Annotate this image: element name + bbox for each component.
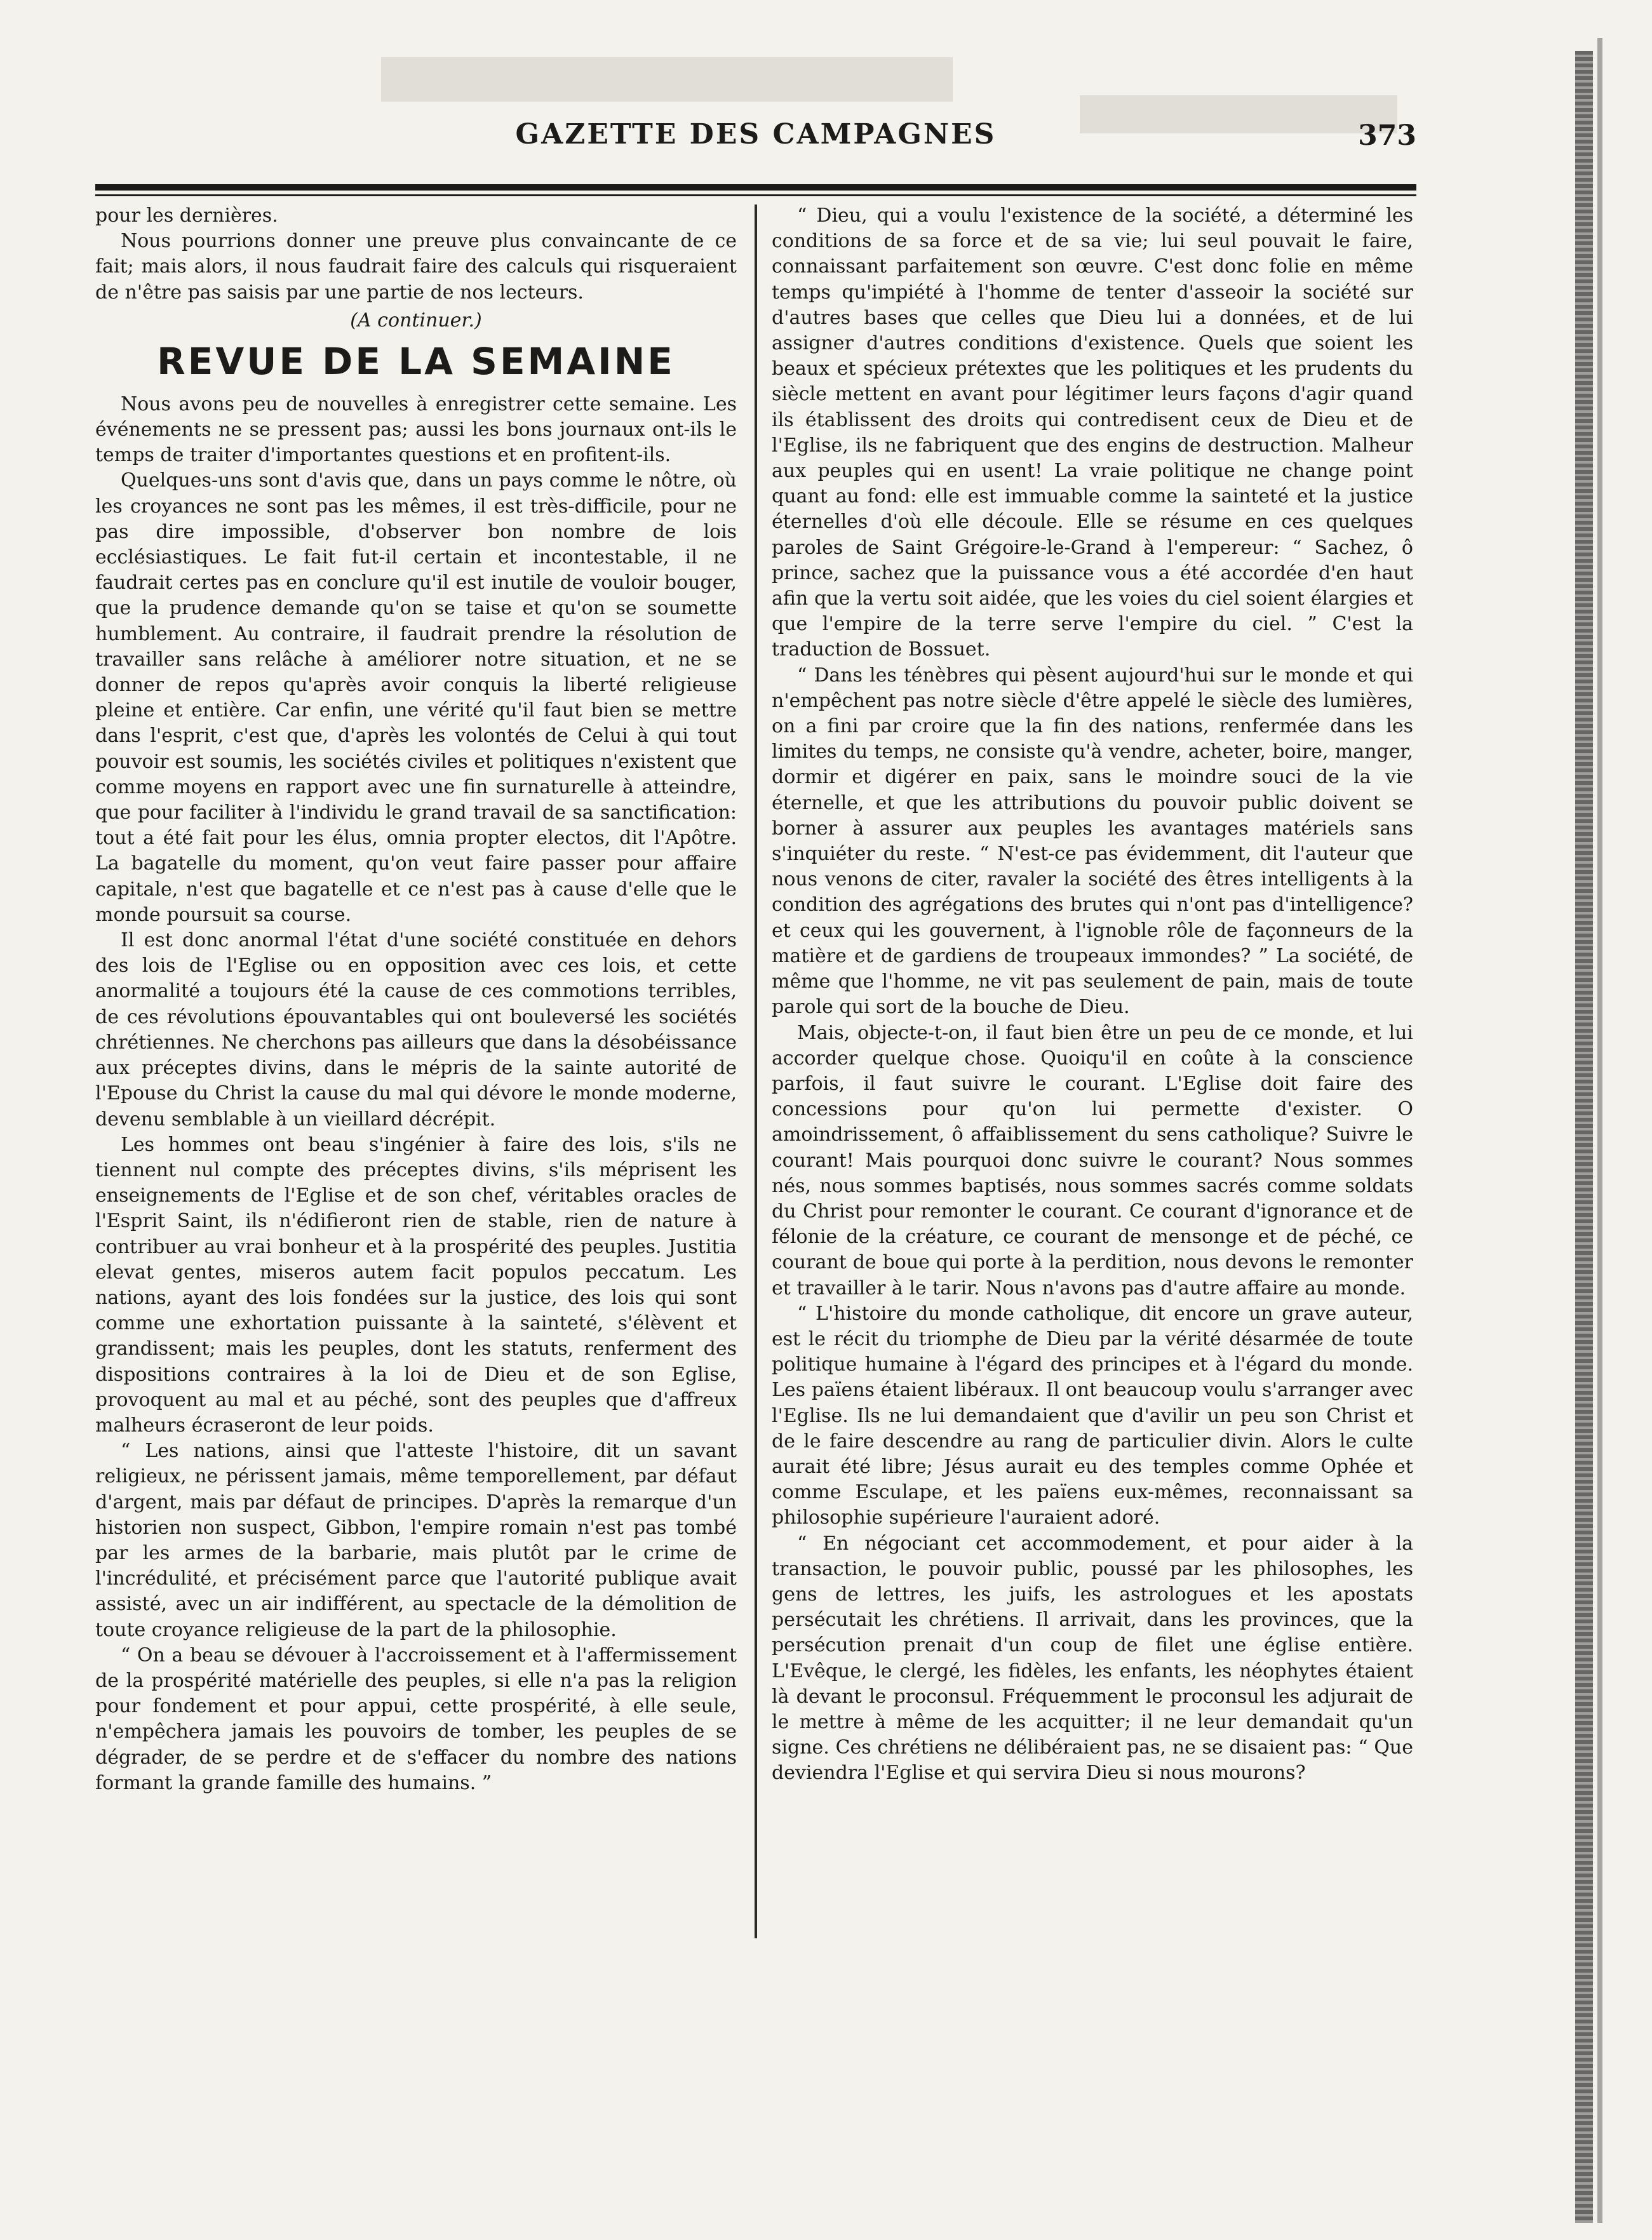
page-edge-scan-line	[1597, 38, 1602, 2223]
left-column	[95, 203, 737, 1796]
paragraph: Les hommes ont beau s'ingénier à faire des lois, s'ils ne tiennent nul compte des préceptes divins, s'ils méprisent les enseignements de l'Eglise et de son chef, véritables oracles de l'Esprit Saint, ils n'édifieront rien de stable, rien de nature à contribuer au vrai bonheur et à la prospérité des peuples. Justitia elevat gentes, miseros autem facit populos peccatum. Les nations, ayant des lois fondées sur la justice, des lois qui sont comme une exhortation puissante à la sainteté, s'élèvent et grandissent; mais les peuples, dont les statuts, renferment des dispositions contraires à la loi de Dieu et de son Eglise, provoquent au mal et au péché, sont des peuples que d'affreux malheurs écraseront de leur poids.	[95, 1133, 737, 1437]
paragraph: Nous avons peu de nouvelles à enregistrer cette semaine. Les événements ne se pressent pas; aussi les bons journaux ont-ils le temps de traiter d'importantes questions et en profitent-ils.	[95, 392, 737, 467]
paragraph: “ En négociant cet accommodement, et pour aider à la transaction, le pouvoir public, poussé par les philosophes, les gens de lettres, les juifs, les astrologues et les apostats persécutait les chrétiens. Il arrivait, dans les provinces, que la persécution prenait d'un coup de filet une église entière. L'Evêque, le clergé, les fidèles, les enfants, les néophytes étaient là devant le proconsul. Fréquemment le proconsul les adjurait de le mettre à même de les acquitter; il ne leur demandait qu'un signe. Ces chrétiens ne délibéraient pas, ne se disaient pas: “ Que deviendra l'Eglise et qui servira Dieu si nous mourons?	[772, 1532, 1413, 1785]
paragraph: “ L'histoire du monde catholique, dit encore un grave auteur, est le récit du triomphe de Dieu par la vérité désarmée de toute politique humaine à l'égard des principes et à l'égard du monde. Les païens étaient libéraux. Il ont beaucoup voulu s'arranger avec l'Eglise. Ils ne lui demandaient que d'avilir un peu son Christ et de le faire descendre au rang de particulier divin. Alors le culte aurait été libre; Jésus aurait eu des temples comme Ophée et comme Esculape, et les païens eux-mêmes, reconnaissant sa philosophie supérieure l'auraient adoré.	[772, 1302, 1413, 1529]
column-divider	[755, 205, 757, 1938]
header-rule-thin	[95, 194, 1416, 196]
header-rule-thick	[95, 184, 1416, 191]
page-number: 373	[1358, 119, 1416, 152]
paragraph: Il est donc anormal l'état d'une société constituée en dehors des lois de l'Eglise ou en opposition avec ces lois, et cette anormalité a toujours été la cause de ces commotions terribles, de ces révolutions épouvantables qui ont bouleversé les sociétés chrétiennes. Ne cherchons pas ailleurs que dans la désobéissance aux préceptes divins, dans le mépris de la sainte autorité de l'Epouse du Christ la cause du mal qui dévore le monde moderne, devenu semblable à un vieillard décrépit.	[95, 929, 737, 1130]
continuation-note: (A continuer.)	[350, 309, 482, 332]
paragraph: Quelques-uns sont d'avis que, dans un pays comme le nôtre, où les croyances ne sont pas les mêmes, il est très-difficile, pour ne pas dire impossible, d'observer bon nombre de lois ecclésiastiques. Le fait fut-il certain et incontestable, il ne faudrait certes pas en conclure qu'il est inutile de vouloir bouger, que la prudence demande qu'on se taise et qu'on se soumette humblement. Au contraire, il faudrait prendre la résolution de travailler sans relâche à améliorer notre situation, et ne se donner de repos qu'après avoir conquis la liberté religieuse pleine et entière. Car enfin, une vérité qu'il faut bien se mettre dans l'esprit, c'est que, d'après les volontés de Celui à qui tout pouvoir est soumis, les sociétés civiles et politiques n'existent que comme moyens en rapport avec une fin surnaturelle à atteindre, que pour faciliter à l'individu le grand travail de sa sanctification: tout a été fait pour les élus, omnia propter electos, dit l'Apôtre. La bagatelle du moment, qu'on veut faire passer pour affaire capitale, n'est que bagatelle et ce n'est pas à cause d'elle que le monde poursuit sa course.	[95, 469, 737, 926]
paragraph: Nous pourrions donner une preuve plus convaincante de ce fait; mais alors, il nous faudrait faire des calculs qui risqueraient de n'être pas saisis par une partie de nos lecteurs.	[95, 230, 737, 304]
paragraph: pour les dernières.	[95, 205, 278, 227]
paragraph: “ Dans les ténèbres qui pèsent aujourd'hui sur le monde et qui n'empêchent pas notre siècle d'être appelé le siècle des lumières, on a fini par croire que la fin des nations, renfermée dans les limites du temps, ne consiste qu'à vendre, acheter, boire, manger, dormir et digérer en paix, sans le moindre souci de la vie éternelle, et que les attributions du pouvoir public doivent se borner à assurer aux peuples les avantages matériels sans s'inquiéter du reste. “ N'est-ce pas évidemment, dit l'auteur que nous venons de citer, ravaler la société des êtres intelligents à la condition des agrégations des brutes qui n'ont pas d'intelligence? et ceux qui les gouvernent, à l'ignoble rôle de façonneurs de la matière et de gardiens de troupeaux immondes? ” La société, de même que l'homme, ne vit pas seulement de pain, mais de toute parole qui sort de la bouche de Dieu.	[772, 664, 1413, 1019]
page-edge-scan-border	[1575, 51, 1593, 2223]
scan-noise	[381, 57, 953, 102]
right-column	[772, 203, 1413, 1787]
paragraph: “ Les nations, ainsi que l'atteste l'histoire, dit un savant religieux, ne périssent jamais, même temporellement, par défaut d'argent, mais par défaut de principes. D'après la remarque d'un historien non suspect, Gibbon, l'empire romain n'est pas tombé par les armes de la barbarie, mais plutôt par le crime de l'incrédulité, et précisément parce que l'autorité publique avait assisté, avec un air indifférent, au spectacle de la démolition de toute croyance religieuse de la part de la philosophie.	[95, 1440, 737, 1641]
section-heading: REVUE DE LA SEMAINE	[157, 339, 675, 383]
paragraph: “ Dieu, qui a voulu l'existence de la société, a déterminé les conditions de sa force et de sa vie; lui seul pouvait le faire, connaissant parfaitement son œuvre. C'est donc folie en même temps qu'impiété à l'homme de tenter d'asseoir la société sur d'autres bases que celles que Dieu lui a données, et de lui assigner d'autres conditions d'existence. Quels que soient les beaux et spécieux prétextes que les politiques et les prudents du siècle mettent en avant pour légitimer leurs façons d'agir quand ils établissent des droits qui contredisent ceux de Dieu et de l'Eglise, ils ne fabriquent que des engins de destruction. Malheur aux peuples qui en usent! La vraie politique ne change point quant au fond: elle est immuable comme la sainteté et la justice éternelles d'où elle découle. Elle se résume en ces quelques paroles de Saint Grégoire-le-Grand à l'empereur: “ Sachez, ô prince, sachez que la puissance vous a été accordée d'en haut afin que la vertu soit aidée, que les voies du ciel soient élargies et que l'empire de la terre serve l'empire du ciel. ” C'est la traduction de Bossuet.	[772, 205, 1413, 661]
running-title: GAZETTE DES CAMPAGNES	[515, 118, 997, 151]
page-header	[95, 114, 1416, 165]
paragraph: “ On a beau se dévouer à l'accroissement et à l'affermissement de la prospérité matérielle des peuples, si elle n'a pas la religion pour fondement et pour appui, cette prospérité, à elle seule, n'empêchera jamais les pouvoirs de tomber, les peuples de se dégrader, de se perdre et de s'effacer du nombre des nations formant la grande famille des humains. ”	[95, 1644, 737, 1794]
paragraph: Mais, objecte-t-on, il faut bien être un peu de ce monde, et lui accorder quelque chose. Quoiqu'il en coûte à la conscience parfois, il faut suivre le courant. L'Eglise doit faire des concessions pour qu'on lui permette d'exister. O amoindrissement, ô affaiblissement du sens catholique? Suivre le courant! Mais pourquoi donc suivre le courant? Nous sommes nés, nous sommes baptisés, nous sommes sacrés comme soldats du Christ pour remonter le courant. Ce courant d'ignorance et de félonie de la créature, ce courant de mensonge et de péché, ce courant de boue qui porte à la perdition, nous devons le remonter et travailler à le tarir. Nous n'avons pas d'autre affaire au monde.	[772, 1021, 1413, 1299]
